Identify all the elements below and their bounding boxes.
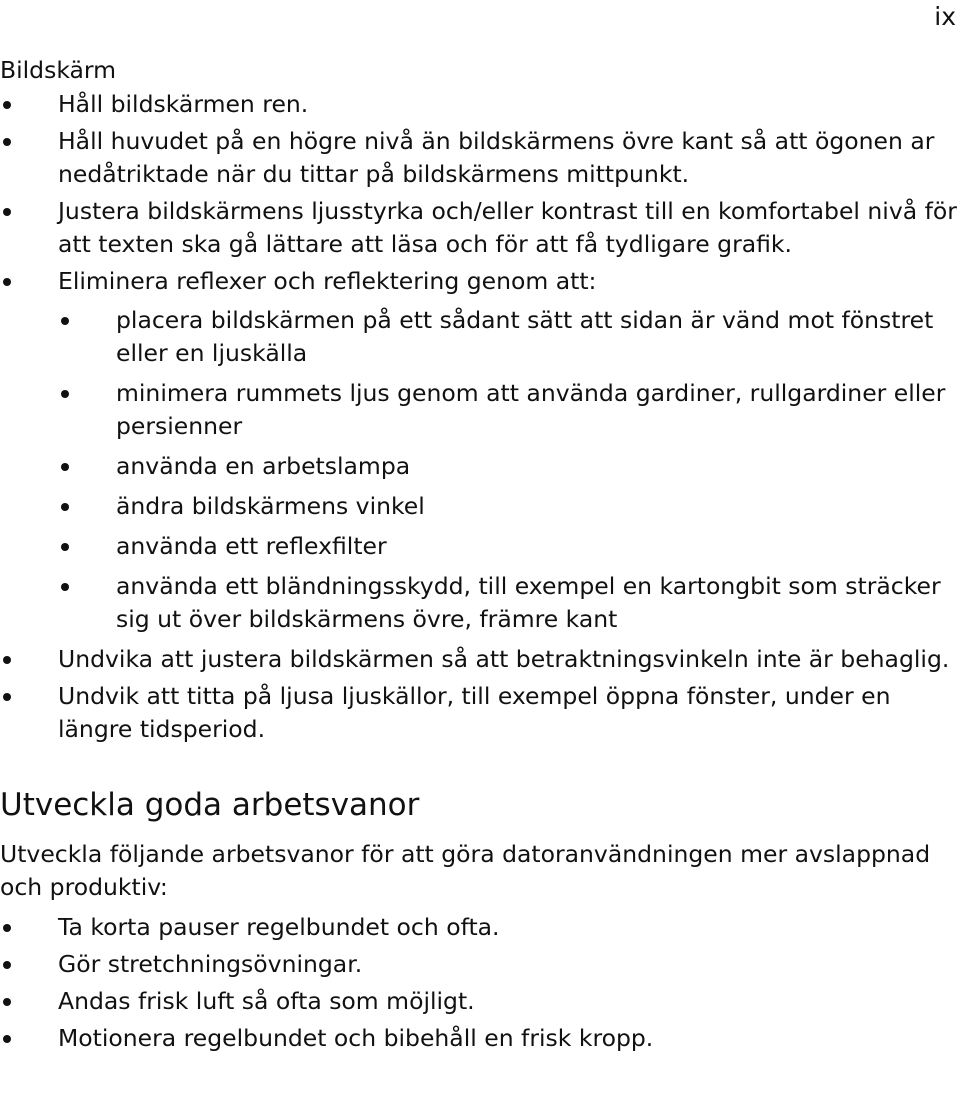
list-item-text: Eliminera reflexer och reflektering genom att: xyxy=(58,267,597,295)
list-item xyxy=(0,911,960,944)
list-item-text: Gör stretchningsövningar. xyxy=(58,950,363,978)
display-tips-list xyxy=(0,88,960,746)
list-item xyxy=(0,948,960,981)
document-body xyxy=(0,54,960,1059)
sub-list-item-text: använda ett reflexfilter xyxy=(116,532,387,560)
section-intro-paragraph: Utveckla följande arbetsvanor för att göra datoranvändningen mer avslappnad och produktiv: xyxy=(0,840,931,901)
list-item-text: Håll bildskärmen ren. xyxy=(58,90,309,118)
sub-list-item-text: ändra bildskärmens vinkel xyxy=(116,492,425,520)
sub-list-item xyxy=(58,450,960,483)
list-item xyxy=(0,265,960,636)
list-item-text: Ta korta pauser regelbundet och ofta. xyxy=(58,913,500,941)
section-label-display: Bildskärm xyxy=(0,56,117,84)
list-item xyxy=(0,680,960,746)
list-item xyxy=(0,985,960,1018)
list-item xyxy=(0,195,960,261)
sub-list-item-text: använda en arbetslampa xyxy=(116,452,411,480)
list-item xyxy=(0,88,960,121)
list-item-text: Undvika att justera bildskärmen så att betraktningsvinkeln inte är behaglig. xyxy=(58,645,950,673)
sub-list-item xyxy=(58,377,960,443)
list-item-text: Andas frisk luft så ofta som möjligt. xyxy=(58,987,475,1015)
list-item-text: Motionera regelbundet och bibehåll en frisk kropp. xyxy=(58,1024,654,1052)
sub-list-item xyxy=(58,570,960,636)
section-heading-work-habits: Utveckla goda arbetsvanor xyxy=(0,787,420,823)
sub-list-item xyxy=(58,530,960,563)
sub-list-item xyxy=(58,304,960,370)
list-item-text: Justera bildskärmens ljusstyrka och/eller kontrast till en komfortabel nivå för att texten ska gå lättare att läsa och för att få tydligare grafik. xyxy=(58,197,957,258)
list-item xyxy=(0,1022,960,1055)
sub-list-item-text: använda ett bländningsskydd, till exempel en kartongbit som sträcker sig ut över bildskärmens övre, främre kant xyxy=(116,572,941,633)
sub-list-item-text: placera bildskärmen på ett sådant sätt att sidan är vänd mot fönstret eller en ljuskälla xyxy=(116,306,934,367)
list-item-text: Håll huvudet på en högre nivå än bildskärmens övre kant så att ögonen ar nedåtriktade när du tittar på bildskärmens mittpunkt. xyxy=(58,127,935,188)
list-item xyxy=(0,643,960,676)
work-habits-list xyxy=(0,911,960,1055)
list-item-text: Undvik att titta på ljusa ljuskällor, till exempel öppna fönster, under en längre tidsperiod. xyxy=(58,682,891,743)
sub-list-item xyxy=(58,490,960,523)
glare-tips-sublist xyxy=(58,304,960,636)
page-number: ix xyxy=(934,2,956,31)
sub-list-item-text: minimera rummets ljus genom att använda gardiner, rullgardiner eller persienner xyxy=(116,379,946,440)
list-item xyxy=(0,125,960,191)
